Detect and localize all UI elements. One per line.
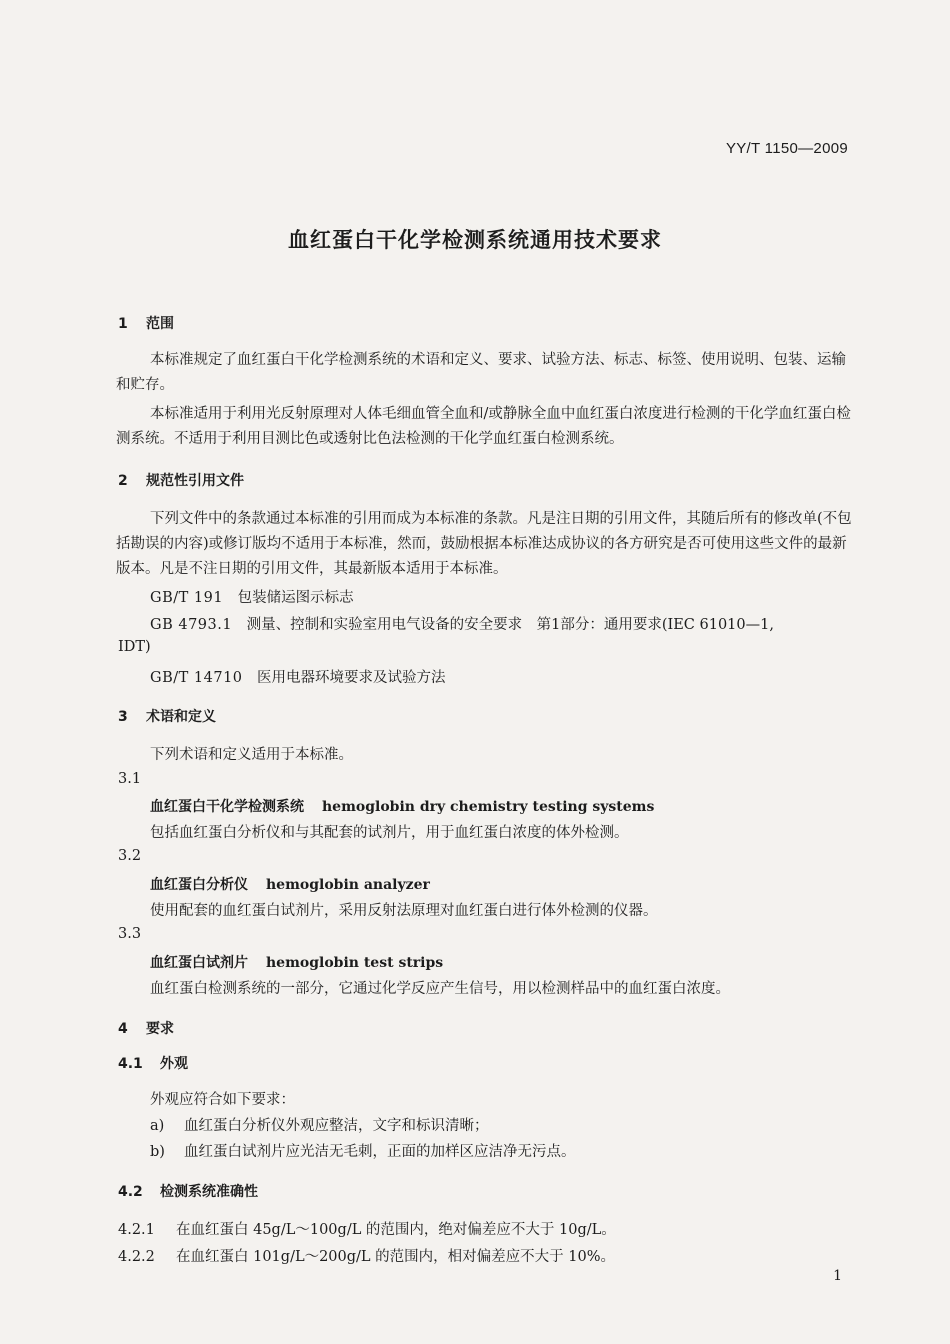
accuracy-item bbox=[118, 1218, 616, 1239]
term-english: hemoglobin analyzer bbox=[266, 877, 430, 893]
section-heading-4 bbox=[118, 1018, 174, 1038]
section-heading-3 bbox=[118, 706, 216, 726]
term-heading bbox=[150, 874, 430, 894]
references-intro: 下列文件中的条款通过本标准的引用而成为本标准的条款。凡是注日期的引用文件，其随后所有的修改单(不包括勘误的内容)或修订版均不适用于本标准，然而，鼓励根据本标准达成协议的各方研究是否可使用这些文件的最新版本。凡是不注日期的引用文件，其最新版本适用于本标准。 bbox=[116, 511, 852, 577]
term-number: 3.1 bbox=[118, 771, 142, 787]
item-number: 4.2.2 bbox=[118, 1249, 155, 1265]
item-text: 在血红蛋白 101g/L～200g/L 的范围内，相对偏差应不大于 10%。 bbox=[176, 1249, 615, 1265]
section-number: 4 bbox=[118, 1021, 128, 1037]
subsection-heading-4-2 bbox=[118, 1181, 258, 1201]
section-title: 范围 bbox=[146, 316, 174, 332]
scope-paragraph-2: 本标准适用于利用光反射原理对人体毛细血管全血和/或静脉全血中血红蛋白浓度进行检测的干化学血红蛋白检测系统。不适用于利用目测比色或透射比色法检测的干化学血红蛋白检测系统。 bbox=[116, 406, 851, 447]
reference-name: 医用电器环境要求及试验方法 bbox=[257, 670, 446, 686]
reference-continuation: IDT) bbox=[118, 639, 151, 655]
accuracy-item bbox=[118, 1245, 615, 1266]
term-chinese: 血红蛋白分析仪 bbox=[150, 877, 248, 893]
appearance-item bbox=[150, 1140, 576, 1161]
item-text: 在血红蛋白 45g/L～100g/L 的范围内，绝对偏差应不大于 10g/L。 bbox=[176, 1222, 616, 1238]
reference-code: GB/T 191 bbox=[150, 590, 224, 606]
document-number: YY/T 1150—2009 bbox=[725, 140, 848, 157]
reference-item bbox=[150, 613, 774, 634]
section-title: 要求 bbox=[146, 1021, 174, 1037]
reference-name: 包装储运图示标志 bbox=[237, 590, 354, 606]
terms-intro: 下列术语和定义适用于本标准。 bbox=[150, 747, 353, 763]
term-number: 3.2 bbox=[118, 848, 142, 864]
subsection-heading-4-1 bbox=[118, 1053, 188, 1073]
appearance-intro: 外观应符合如下要求： bbox=[150, 1092, 295, 1108]
document-title: 血红蛋白干化学检测系统通用技术要求 bbox=[288, 228, 662, 252]
item-text: 血红蛋白分析仪外观应整洁，文字和标识清晰； bbox=[184, 1118, 489, 1134]
term-definition: 包括血红蛋白分析仪和与其配套的试剂片，用于血红蛋白浓度的体外检测。 bbox=[150, 825, 629, 841]
reference-item bbox=[150, 666, 446, 687]
section-number: 4.1 bbox=[118, 1056, 143, 1072]
term-definition: 使用配套的血红蛋白试剂片，采用反射法原理对血红蛋白进行体外检测的仪器。 bbox=[150, 903, 658, 919]
item-text: 血红蛋白试剂片应光洁无毛刺，正面的加样区应洁净无污点。 bbox=[184, 1144, 576, 1160]
item-label: a) bbox=[150, 1118, 165, 1134]
item-number: 4.2.1 bbox=[118, 1222, 155, 1238]
section-number: 4.2 bbox=[118, 1184, 143, 1200]
section-number: 1 bbox=[118, 316, 128, 332]
section-number: 3 bbox=[118, 709, 128, 725]
section-title: 术语和定义 bbox=[146, 709, 216, 725]
term-definition: 血红蛋白检测系统的一部分，它通过化学反应产生信号，用以检测样品中的血红蛋白浓度。 bbox=[150, 981, 730, 997]
term-english: hemoglobin test strips bbox=[266, 955, 444, 971]
reference-name: 测量、控制和实验室用电气设备的安全要求 第1部分：通用要求(IEC 61010—1, bbox=[246, 617, 774, 633]
section-title: 检测系统准确性 bbox=[160, 1184, 258, 1200]
term-english: hemoglobin dry chemistry testing systems bbox=[322, 799, 655, 815]
reference-item bbox=[150, 586, 354, 607]
section-title: 规范性引用文件 bbox=[146, 473, 244, 489]
term-number: 3.3 bbox=[118, 926, 142, 942]
section-number: 2 bbox=[118, 473, 128, 489]
section-heading-1 bbox=[118, 313, 174, 333]
term-chinese: 血红蛋白干化学检测系统 bbox=[150, 799, 304, 815]
item-label: b) bbox=[150, 1144, 165, 1160]
term-heading bbox=[150, 796, 654, 816]
term-heading bbox=[150, 952, 443, 972]
section-heading-2 bbox=[118, 470, 244, 490]
page-number: 1 bbox=[833, 1268, 842, 1284]
reference-code: GB/T 14710 bbox=[150, 670, 243, 686]
appearance-item bbox=[150, 1114, 489, 1135]
section-title: 外观 bbox=[160, 1056, 188, 1072]
reference-code: GB 4793.1 bbox=[150, 617, 233, 633]
term-chinese: 血红蛋白试剂片 bbox=[150, 955, 248, 971]
scope-paragraph-1: 本标准规定了血红蛋白干化学检测系统的术语和定义、要求、试验方法、标志、标签、使用说明、包装、运输和贮存。 bbox=[116, 352, 846, 393]
